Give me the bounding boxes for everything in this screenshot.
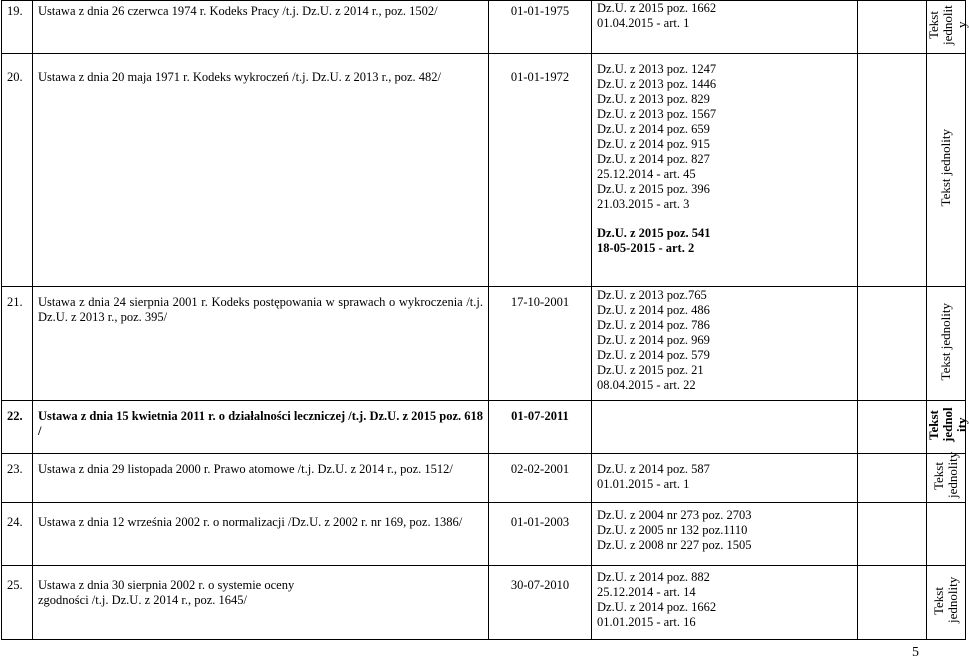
amendment-line: 21.03.2015 - art. 3 xyxy=(597,197,690,211)
amendment-line: Dz.U. z 2014 poz. 659 xyxy=(597,122,710,136)
amendment-line: Dz.U. z 2014 poz. 915 xyxy=(597,137,710,151)
effective-date: 17-10-2001 xyxy=(489,287,592,401)
effective-date: 01-01-1972 xyxy=(489,54,592,287)
amendment-line: Dz.U. z 2014 poz. 579 xyxy=(597,348,710,362)
amendment-line: Dz.U. z 2015 poz. 21 xyxy=(597,363,704,377)
amendment-line: Dz.U. z 2013 poz. 1567 xyxy=(597,107,717,121)
amendment-line: 01.04.2015 - art. 1 xyxy=(597,16,690,30)
table-row xyxy=(2,287,966,401)
empty-cell xyxy=(858,54,927,287)
row-number: 24. xyxy=(2,503,33,566)
effective-date: 01-01-1975 xyxy=(489,1,592,54)
row-number: 21. xyxy=(2,287,33,401)
amendment-line: Dz.U. z 2015 poz. 1662 xyxy=(597,1,717,15)
table-row xyxy=(2,566,966,640)
status-cell xyxy=(927,566,966,640)
table-row xyxy=(2,503,966,566)
amendments-cell xyxy=(592,454,858,503)
amendment-line: Dz.U. z 2014 poz. 1662 xyxy=(597,600,717,614)
status-text: Tekst jednolity xyxy=(931,576,960,623)
status-text: Tekst jednolity xyxy=(938,129,953,207)
amendments-cell xyxy=(592,1,858,54)
amendment-line: 08.04.2015 - art. 22 xyxy=(597,378,696,392)
amendments-cell xyxy=(592,401,858,454)
amendment-line: Dz.U. z 2013 poz. 829 xyxy=(597,92,710,106)
row-number: 20. xyxy=(2,54,33,287)
status-text: Tekst jednolit y xyxy=(926,5,969,45)
empty-cell xyxy=(858,566,927,640)
effective-date: 30-07-2010 xyxy=(489,566,592,640)
row-number: 23. xyxy=(2,454,33,503)
amendment-line: 25.12.2014 - art. 14 xyxy=(597,585,696,599)
empty-cell xyxy=(858,503,927,566)
act-title: Ustawa z dnia 24 sierpnia 2001 r. Kodeks postępowania w sprawach o wykroczenia /t.j. Dz.U. z 2013 r., poz. 395/ xyxy=(33,287,489,401)
amendments-cell xyxy=(592,566,858,640)
amendment-line: 25.12.2014 - art. 45 xyxy=(597,167,696,181)
amendments-cell xyxy=(592,54,858,287)
empty-cell xyxy=(858,401,927,454)
amendment-line: 01.01.2015 - art. 1 xyxy=(597,477,690,491)
amendment-line: Dz.U. z 2014 poz. 587 xyxy=(597,462,710,476)
amendment-line: Dz.U. z 2014 poz. 969 xyxy=(597,333,710,347)
table-row xyxy=(2,1,966,54)
amendment-line: Dz.U. z 2014 poz. 827 xyxy=(597,152,710,166)
amendment-line: 01.01.2015 - art. 16 xyxy=(597,615,696,629)
amendment-line-new: 18-05-2015 - art. 2 xyxy=(597,241,695,255)
amendment-line: Dz.U. z 2014 poz. 882 xyxy=(597,570,710,584)
amendment-line: Dz.U. z 2015 poz. 396 xyxy=(597,182,710,196)
status-cell xyxy=(927,54,966,287)
amendment-line: Dz.U. z 2004 nr 273 poz. 2703 xyxy=(597,508,752,522)
amendment-line-new: Dz.U. z 2015 poz. 541 xyxy=(597,226,711,240)
status-cell xyxy=(927,451,966,503)
row-number: 19. xyxy=(2,1,33,54)
amendment-line: Dz.U. z 2005 nr 132 poz.1110 xyxy=(597,523,748,537)
status-text: Tekst jednolity xyxy=(938,302,953,381)
status-cell xyxy=(926,401,969,454)
act-title: Ustawa z dnia 20 maja 1971 r. Kodeks wykroczeń /t.j. Dz.U. z 2013 r., poz. 482/ xyxy=(33,54,489,287)
act-title: Ustawa z dnia 12 września 2002 r. o normalizacji /Dz.U. z 2002 r. nr 169, poz. 1386/ xyxy=(33,503,489,566)
amendments-cell xyxy=(592,503,858,566)
act-title: Ustawa z dnia 26 czerwca 1974 r. Kodeks Pracy /t.j. Dz.U. z 2014 r., poz. 1502/ xyxy=(33,1,489,54)
amendment-line: Dz.U. z 2013 poz. 1446 xyxy=(597,77,717,91)
act-title: Ustawa z dnia 30 sierpnia 2002 r. o systemie oceny zgodności /t.j. Dz.U. z 2014 r., poz. 1645/ xyxy=(33,566,489,640)
status-cell xyxy=(926,1,969,54)
status-text: Tekst jednol ity xyxy=(926,407,969,443)
empty-cell xyxy=(858,1,927,54)
status-text: Tekst jednolity xyxy=(931,451,960,498)
effective-date: 01-01-2003 xyxy=(489,503,592,566)
status-cell xyxy=(927,503,966,566)
table-row xyxy=(2,401,966,454)
amendment-line: Dz.U. z 2013 poz.765 xyxy=(597,288,707,302)
effective-date: 02-02-2001 xyxy=(489,454,592,503)
act-title: Ustawa z dnia 29 listopada 2000 r. Prawo atomowe /t.j. Dz.U. z 2014 r., poz. 1512/ xyxy=(33,454,489,503)
amendment-line: Dz.U. z 2008 nr 227 poz. 1505 xyxy=(597,538,752,552)
empty-cell xyxy=(858,454,927,503)
amendment-line: Dz.U. z 2014 poz. 786 xyxy=(597,318,710,332)
amendment-line: Dz.U. z 2013 poz. 1247 xyxy=(597,62,717,76)
effective-date: 01-07-2011 xyxy=(489,401,592,454)
status-cell xyxy=(927,287,966,401)
row-number: 22. xyxy=(2,401,33,454)
row-number: 25. xyxy=(2,566,33,640)
table-row xyxy=(2,454,966,503)
amendments-cell xyxy=(592,287,858,401)
empty-cell xyxy=(858,287,927,401)
table-row xyxy=(2,54,966,287)
act-title: Ustawa z dnia 15 kwietnia 2011 r. o działalności leczniczej /t.j. Dz.U. z 2015 poz. 618 / xyxy=(33,401,489,454)
amendment-line: Dz.U. z 2014 poz. 486 xyxy=(597,303,710,317)
legislation-table xyxy=(1,0,969,640)
page-number: 5 xyxy=(912,645,919,660)
